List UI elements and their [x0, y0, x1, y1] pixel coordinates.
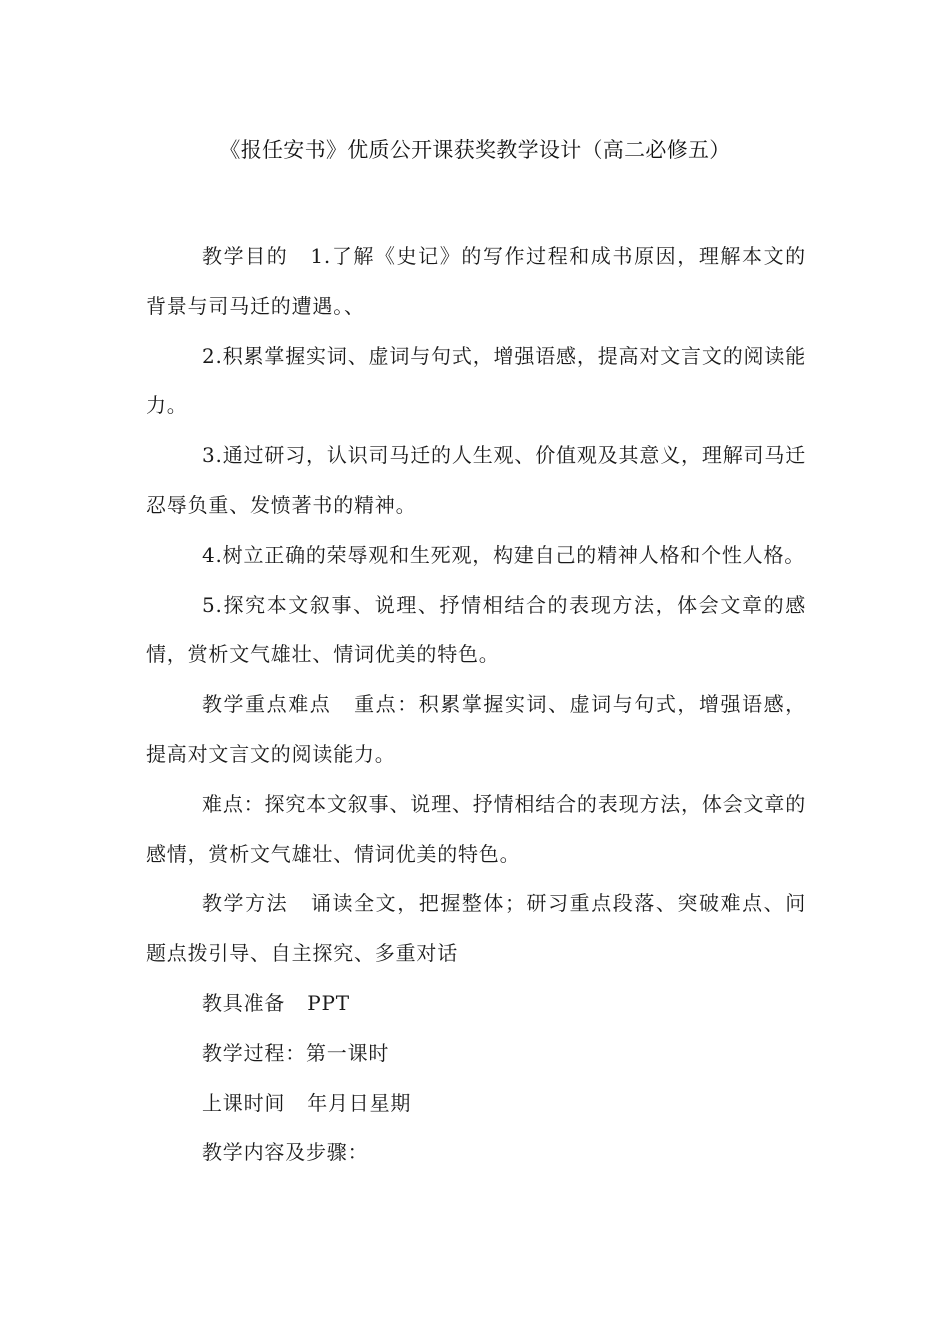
paragraph-teaching-method [146, 879, 806, 979]
paragraph-content-steps [146, 1128, 806, 1178]
paragraph-class-time [146, 1079, 806, 1129]
paragraph-label: 上课时间 [202, 1090, 286, 1115]
paragraph-label: 教学重点难点 [202, 692, 332, 717]
document-body [146, 232, 806, 1178]
paragraph-text: 诵读全文，把握整体；研习重点段落、突破难点、问题点拨引导、自主探究、多重对话 [146, 891, 807, 966]
paragraph-label: 教学目的 [202, 244, 289, 268]
paragraph-label: 教具准备 [202, 990, 286, 1015]
paragraph-goal-5 [146, 581, 806, 681]
paragraph-text: 教学过程：第一课时 [202, 1040, 390, 1065]
paragraph-goal-4 [146, 531, 806, 581]
paragraph-teaching-process [146, 1029, 806, 1079]
paragraph-text: PPT [307, 990, 350, 1015]
paragraph-text: 2.积累掌握实词、虚词与句式，增强语感，提高对文言文的阅读能力。 [146, 343, 806, 418]
paragraph-text: 1.了解《史记》的写作过程和成书原因，理解本文的背景与司马迁的遭遇。、 [146, 244, 806, 318]
paragraph-goal-3 [146, 431, 806, 531]
paragraph-text: 难点：探究本文叙事、说理、抒情相结合的表现方法，体会文章的感情，赏析文气雄壮、情词优美的特色。 [146, 791, 806, 866]
paragraph-teaching-goals [146, 232, 806, 332]
paragraph-label: 教学方法 [202, 891, 289, 916]
paragraph-teaching-aids [146, 979, 806, 1029]
paragraph-text: 重点：积累掌握实词、虚词与句式，增强语感，提高对文言文的阅读能力。 [146, 692, 806, 766]
paragraph-text: 教学内容及步骤： [202, 1140, 369, 1165]
paragraph-key-points [146, 680, 806, 780]
paragraph-text: 5.探究本文叙事、说理、抒情相结合的表现方法，体会文章的感情，赏析文气雄壮、情词优美的特色。 [146, 592, 806, 667]
paragraph-text: 4.树立正确的荣辱观和生死观，构建自己的精神人格和个性人格。 [202, 542, 806, 567]
paragraph-difficulty [146, 780, 806, 880]
paragraph-goal-2 [146, 332, 806, 432]
paragraph-text: 年月日星期 [307, 1090, 412, 1115]
document-title: 《报任安书》优质公开课获奖教学设计（高二必修五） [219, 138, 731, 162]
paragraph-text: 3.通过研习，认识司马迁的人生观、价值观及其意义，理解司马迁忍辱负重、发愤著书的精神。 [146, 443, 806, 517]
